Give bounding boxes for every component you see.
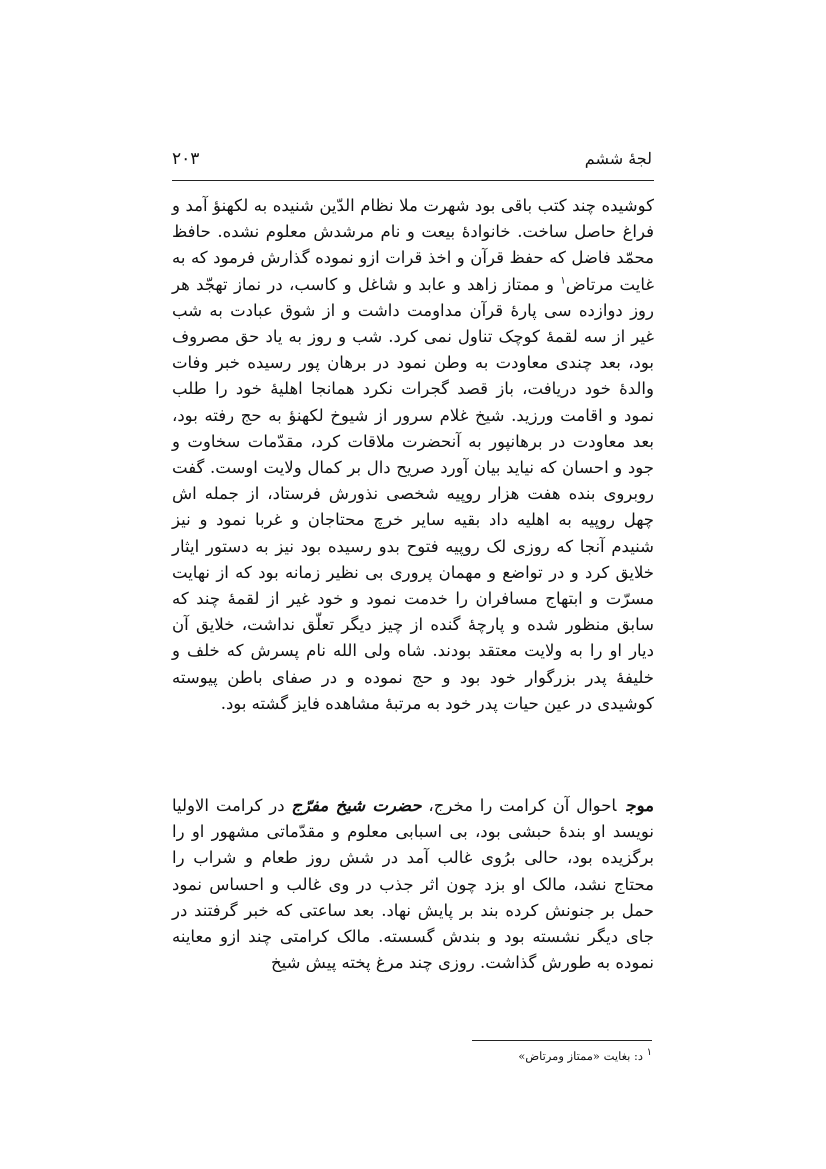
header-rule	[172, 180, 654, 181]
paragraph-text: احوال آن کرامت را مخرج،	[421, 796, 617, 815]
paragraph-text: کوشیده چند کتب باقی بود شهرت ملا نظام الدّین شنیده به لکهنؤ آمد و فراغ حاصل ساخت. خانوادۀ بیعت و نام مرشدش معلوم نشده. حافظ محمّد فاضل که حفظ قرآن و اخذ قرات ازو نموده گذارش فرمود که به غایت مرتاض	[172, 196, 654, 294]
footnote	[518, 1048, 652, 1064]
body-paragraph	[172, 193, 654, 717]
page-number: ۲۰۳	[172, 149, 200, 169]
footnote-text: د: بغایت «ممتاز ومرتاض»	[518, 1049, 647, 1063]
emphasized-name: حضرت شیخ مفرّج	[291, 796, 422, 815]
footnote-rule	[472, 1040, 652, 1041]
body-paragraph	[172, 793, 654, 976]
footnote-reference: ۱	[560, 275, 566, 287]
section-lead-word: موج	[626, 796, 654, 815]
paragraph-text: در کرامت الاولیا نویسد او بندۀ حبشی بود، بی اسبابی معلوم و مقدّماتی مشهور او را برگزیده بود، حالی برُوی غالب آمد در شش روز طعام و شراب را محتاج نشد، مالک او بزد چون اثر جذب در وی غالب و احساس نمود حمل بر جنونش کرده بند بر پایش نهاد. بعد ساعتی که خبر گرفتند در جای دیگر نشسته بود و بندش گسسته. مالک کرامتی چند ازو معاینه نموده به طورش گذاشت. روزی چند مرغ پخته پیش شیخ	[172, 796, 654, 973]
running-head: لجۀ ششم	[584, 149, 652, 168]
paragraph-text: و ممتاز زاهد و عابد و شاغل و کاسب، در نماز تهجّد هر روز دوازده سی پارۀ قرآن مداومت داشت و از شوق عبادت به شب غیر از سه لقمۀ کوچک تناول نمی کرد. شب و روز به یاد حق مصروف بود، بعد چندی معاودت به وطن نمود در برهان پور رسیده خبر وفات والدۀ خود دریافت، باز قصد گجرات نکرد همانجا اهلیۀ خود را طلب نمود و اقامت ورزید. شیخ غلام سرور از شیوخ لکهنؤ به حج رفته بود، بعد معاودت در برهانپور به آنحضرت ملاقات کرد، مقدّمات سخاوت و جود و احسان که نیاید بیان آورد صریح دال بر کمال ولایت اوست. گفت روبروی بنده هفت هزار روپیه شخصی نذورش فرستاد، از جمله اش چهل روپیه به اهلیه داد بقیه سایر خرچ محتاجان و غربا نمود و نیز شنیدم آنجا که روزی لک روپیه فتوح بدو رسیده بود نیز به دستور ایثار خلایق کرد و در تواضع و مهمان پروری بی نظیر زمانه بود که از نهایت مسرّت و ابتهاج مسافران را خدمت نمود و خود غیر از لقمۀ چند که سابق منظور شده و پارچۀ گنده از چیز دیگر تعلّق نداشت، خلایق آن دیار او را به ولایت معتقد بودند. شاه ولی الله نام پسرش که خلف و خلیفۀ پدر بزرگوار خود بود و حج نموده و در صفای باطن پیوسته کوشیدی در عین حیات پدر خود به مرتبۀ مشاهده فایز گشته بود.	[172, 274, 654, 713]
footnote-mark: ۱	[646, 1047, 652, 1059]
